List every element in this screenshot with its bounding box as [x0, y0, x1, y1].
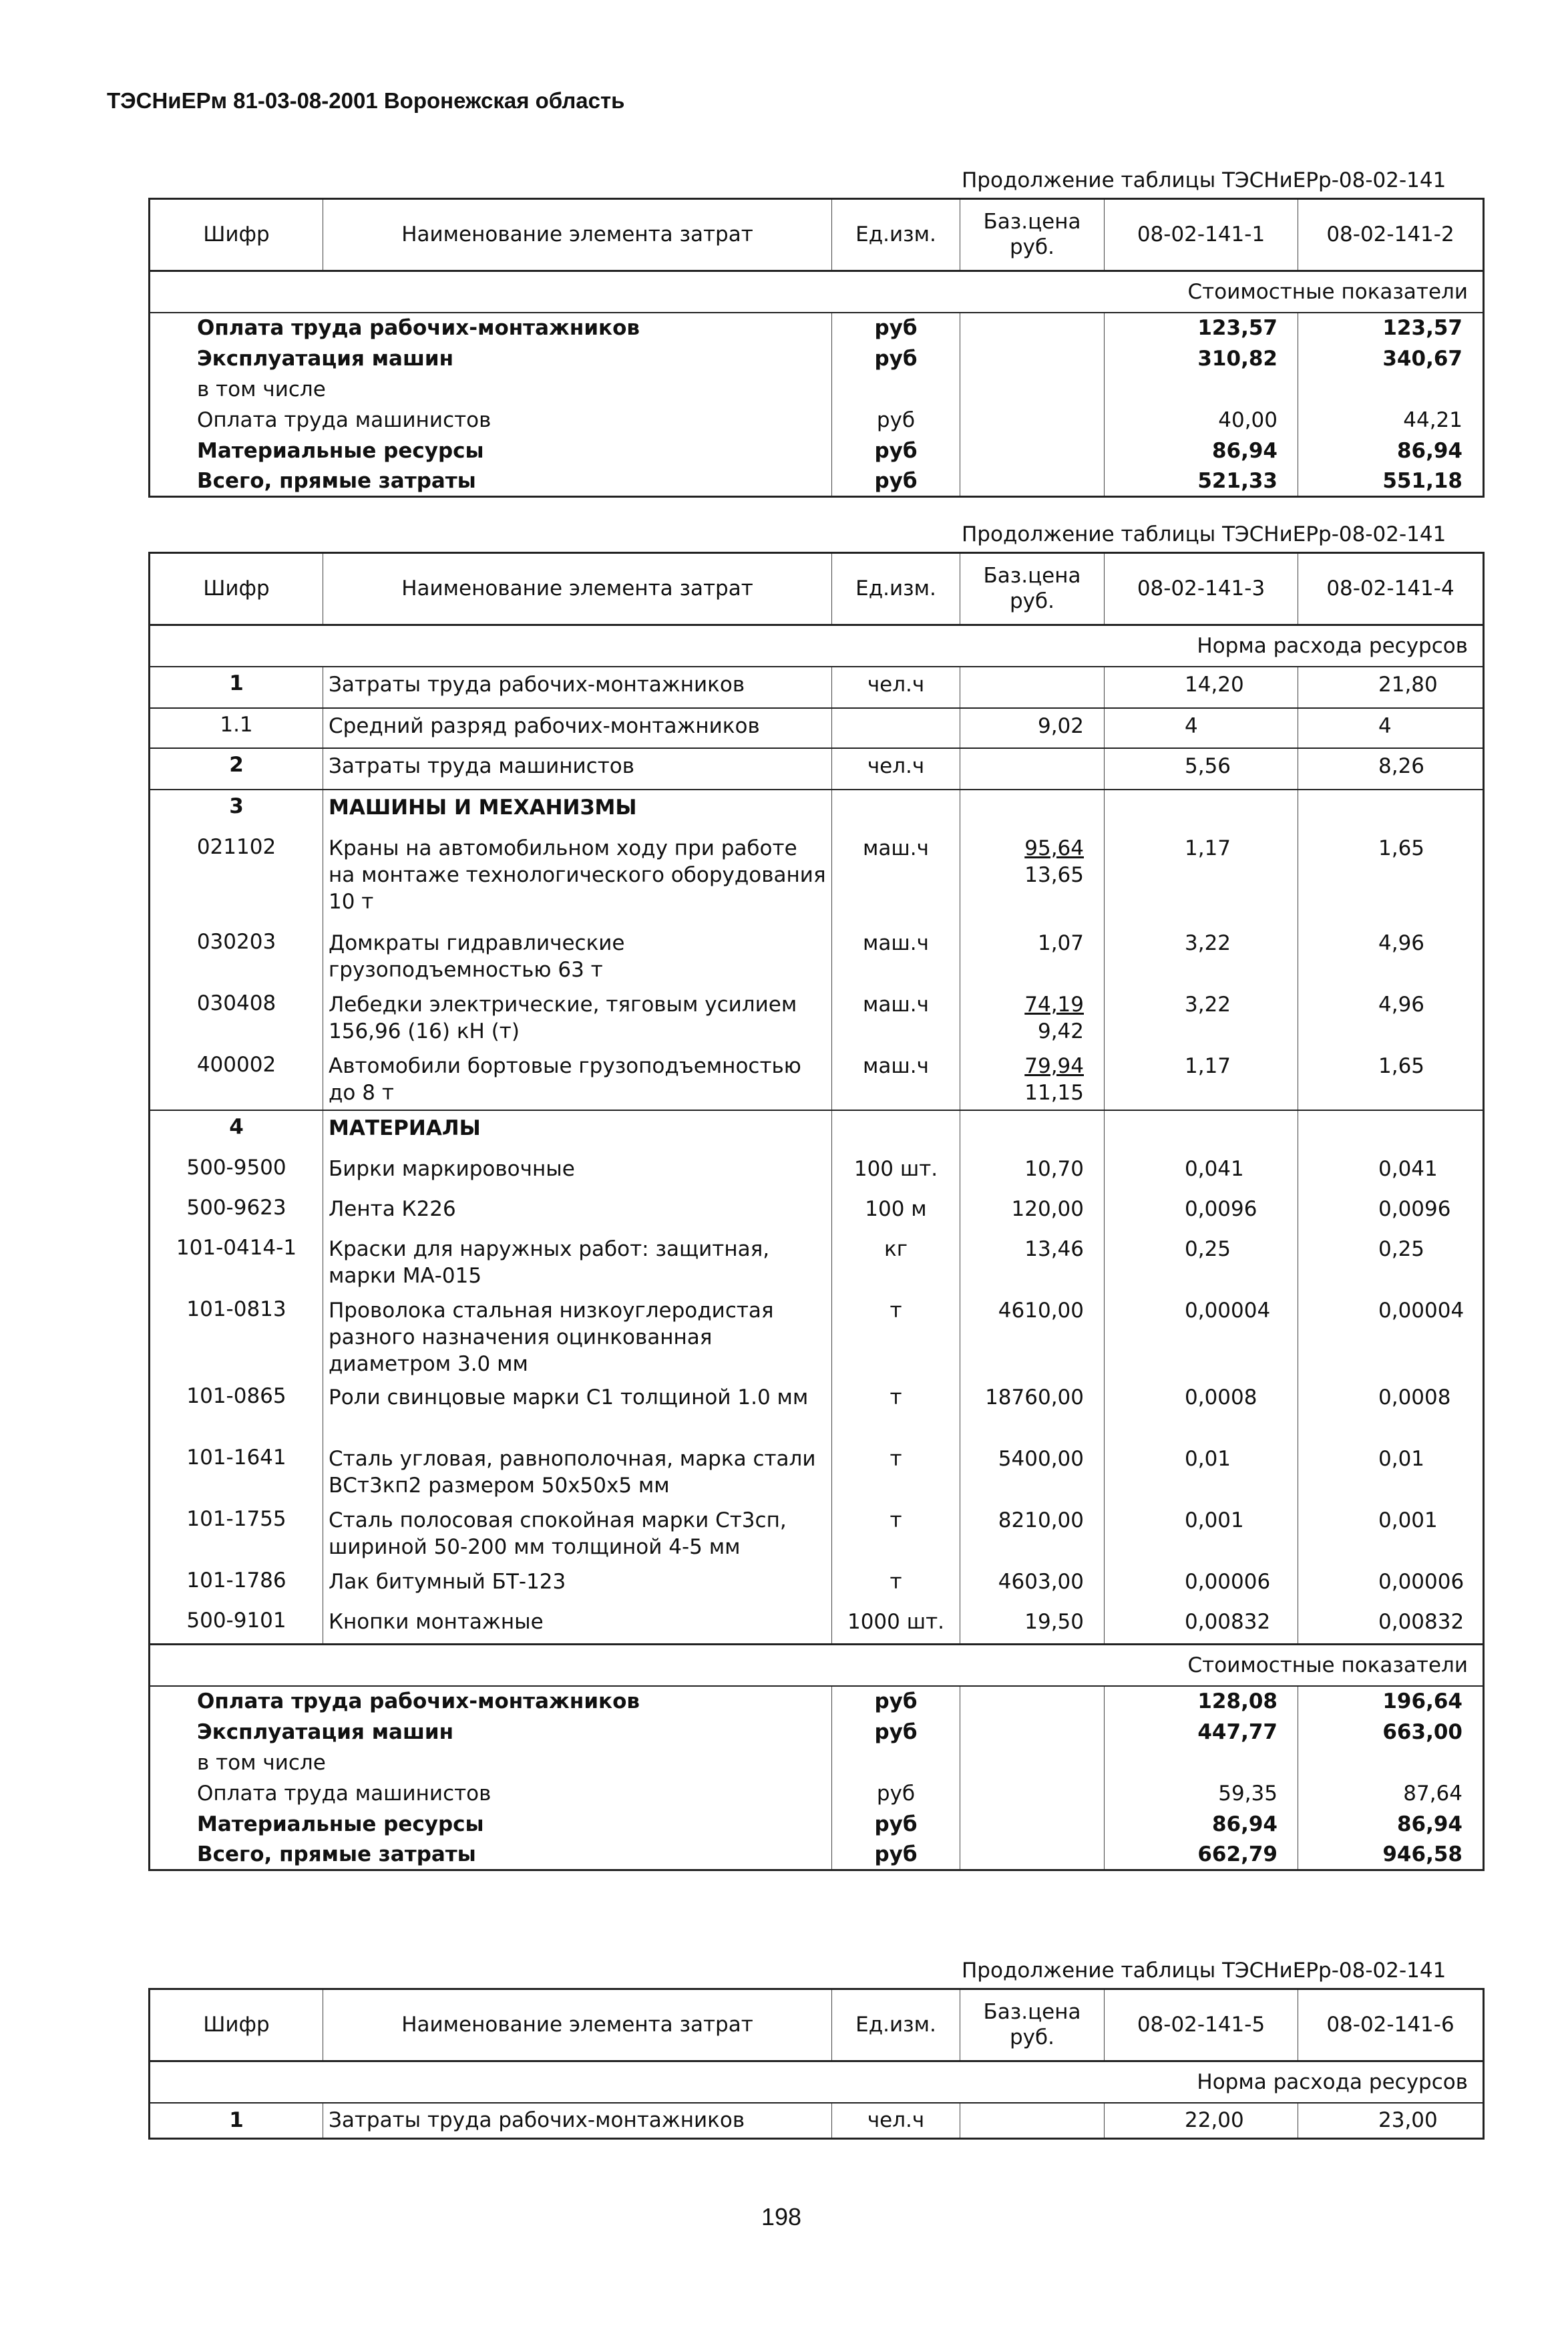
- norm-value-b: 0,0096: [1298, 1192, 1484, 1232]
- cost-row: [150, 1686, 1484, 1717]
- resource-name: Лента К226: [323, 1192, 832, 1232]
- norm-value-a: 14,20: [1105, 667, 1298, 708]
- resource-price: [960, 1152, 1105, 1192]
- cost-value-a: 128,08: [1105, 1686, 1298, 1717]
- base-price: 4610,00: [998, 1298, 1084, 1323]
- cost-value-a: 447,77: [1105, 1717, 1298, 1747]
- resource-name: Автомобили бортовые грузоподъемностью до 8 т: [323, 1049, 832, 1110]
- resource-code: 400002: [150, 1049, 323, 1110]
- cost-item-name: в том числе: [150, 374, 832, 405]
- resource-price: [960, 667, 1105, 708]
- table-continuation-caption: Продолжение таблицы ТЭСНиЕРр-08-02-141: [962, 168, 1446, 192]
- cost-value-b: 663,00: [1298, 1717, 1484, 1747]
- resource-name: Сталь полосовая спокойная марки Ст3сп, шириной 50-200 мм толщиной 4-5 мм: [323, 1503, 832, 1564]
- norm-value-a: 0,00006: [1105, 1564, 1298, 1605]
- operator-wage-price: 9,42: [1037, 1019, 1084, 1043]
- cost-item-name: Оплата труда машинистов: [150, 1778, 832, 1809]
- cost-item-unit: руб: [832, 343, 960, 374]
- cost-value-b: 946,58: [1298, 1840, 1484, 1870]
- resource-price: [960, 831, 1105, 926]
- base-price: 1,07: [1037, 931, 1084, 955]
- cost-row: [150, 405, 1484, 436]
- resource-price: [960, 748, 1105, 790]
- cost-item-price: [960, 343, 1105, 374]
- resource-name: Бирки маркировочные: [323, 1152, 832, 1192]
- cost-item-price: [960, 1809, 1105, 1840]
- cost-item-unit: руб: [832, 1778, 960, 1809]
- resource-name: Сталь угловая, равнополочная, марка стали ВСт3кп2 размером 50x50x5 мм: [323, 1442, 832, 1503]
- resource-unit: маш.ч: [832, 831, 960, 926]
- resource-row: [150, 1605, 1484, 1645]
- cost-item-price: [960, 1686, 1105, 1717]
- norm-value-a: 0,0096: [1105, 1192, 1298, 1232]
- resource-name: Кнопки монтажные: [323, 1605, 832, 1645]
- base-price: 79,94: [1024, 1053, 1084, 1078]
- resource-price: [960, 2103, 1105, 2139]
- resource-code: 101-1786: [150, 1564, 323, 1605]
- resource-row: [150, 1152, 1484, 1192]
- cost-row: [150, 313, 1484, 343]
- resource-unit: чел.ч: [832, 667, 960, 708]
- cost-item-price: [960, 374, 1105, 405]
- norm-value-b: 0,041: [1298, 1152, 1484, 1192]
- column-header-b: 08-02-141-4: [1298, 553, 1484, 625]
- resource-code: 101-0865: [150, 1380, 323, 1442]
- base-price: 74,19: [1024, 992, 1084, 1017]
- column-header-unit: Ед.изм.: [832, 199, 960, 271]
- column-header-b: 08-02-141-6: [1298, 1989, 1484, 2061]
- cost-item-name: Всего, прямые затраты: [150, 466, 832, 497]
- cost-item-unit: руб: [832, 405, 960, 436]
- resource-unit: маш.ч: [832, 1049, 960, 1110]
- cost-value-a: 86,94: [1105, 1809, 1298, 1840]
- cost-item-name: Оплата труда рабочих-монтажников: [150, 313, 832, 343]
- section-label: Стоимостные показатели: [1105, 271, 1484, 313]
- norm-value-b: 0,00832: [1298, 1605, 1484, 1645]
- resource-name: МАТЕРИАЛЫ: [323, 1110, 832, 1152]
- cost-item-price: [960, 313, 1105, 343]
- resource-code: 021102: [150, 831, 323, 926]
- resource-price: [960, 1192, 1105, 1232]
- cost-row: [150, 1747, 1484, 1778]
- norm-value-b: 4,96: [1298, 926, 1484, 987]
- column-header-unit: Ед.изм.: [832, 553, 960, 625]
- resource-code: 030408: [150, 987, 323, 1049]
- resource-unit: 1000 шт.: [832, 1605, 960, 1645]
- cost-value-b: 87,64: [1298, 1778, 1484, 1809]
- norm-value-a: 4: [1105, 708, 1298, 748]
- resource-row: [150, 708, 1484, 748]
- cost-value-a: 123,57: [1105, 313, 1298, 343]
- resource-unit: т: [832, 1564, 960, 1605]
- cost-row: [150, 466, 1484, 497]
- cost-value-a: [1105, 1747, 1298, 1778]
- cost-row: [150, 374, 1484, 405]
- column-header-code: Шифр: [150, 1989, 323, 2061]
- resource-unit: [832, 708, 960, 748]
- resource-code: 2: [150, 748, 323, 790]
- resource-row: [150, 1293, 1484, 1380]
- column-header-a: 08-02-141-3: [1105, 553, 1298, 625]
- cost-value-a: 40,00: [1105, 405, 1298, 436]
- cost-value-b: [1298, 374, 1484, 405]
- column-header-b: 08-02-141-2: [1298, 199, 1484, 271]
- norm-value-b: 23,00: [1298, 2103, 1484, 2139]
- resource-row: [150, 1110, 1484, 1152]
- base-price: 5400,00: [998, 1446, 1084, 1471]
- cost-item-unit: [832, 1747, 960, 1778]
- cost-item-unit: [832, 374, 960, 405]
- resource-table-3: [148, 1988, 1485, 2140]
- resource-name: Краны на автомобильном ходу при работе на монтаже технологического оборудования 10 т: [323, 831, 832, 926]
- resource-row: [150, 926, 1484, 987]
- column-header-code: Шифр: [150, 553, 323, 625]
- cost-row: [150, 343, 1484, 374]
- resource-row: [150, 1442, 1484, 1503]
- resource-unit: 100 м: [832, 1192, 960, 1232]
- resource-unit: т: [832, 1380, 960, 1442]
- resource-price: [960, 1232, 1105, 1293]
- resource-price: [960, 987, 1105, 1049]
- resource-unit: т: [832, 1293, 960, 1380]
- resource-row: [150, 831, 1484, 926]
- resource-unit: чел.ч: [832, 748, 960, 790]
- cost-item-name: в том числе: [150, 1747, 832, 1778]
- table-continuation-caption: Продолжение таблицы ТЭСНиЕРр-08-02-141: [962, 1959, 1446, 1983]
- cost-value-a: [1105, 374, 1298, 405]
- cost-value-b: 551,18: [1298, 466, 1484, 497]
- resource-unit: маш.ч: [832, 987, 960, 1049]
- norm-value-b: [1298, 1110, 1484, 1152]
- resource-row: [150, 748, 1484, 790]
- cost-item-unit: руб: [832, 313, 960, 343]
- resource-price: [960, 790, 1105, 831]
- resource-price: [960, 1049, 1105, 1110]
- resource-name: Затраты труда рабочих-монтажников: [323, 667, 832, 708]
- base-price: 95,64: [1024, 836, 1084, 860]
- norm-value-a: [1105, 1110, 1298, 1152]
- resource-price: [960, 1564, 1105, 1605]
- resource-name: Затраты труда рабочих-монтажников: [323, 2103, 832, 2139]
- norm-value-a: 3,22: [1105, 987, 1298, 1049]
- resource-unit: т: [832, 1442, 960, 1503]
- resource-price: [960, 708, 1105, 748]
- resource-code: 500-9500: [150, 1152, 323, 1192]
- resource-code: 1: [150, 667, 323, 708]
- column-header-name: Наименование элемента затрат: [323, 1989, 832, 2061]
- norm-value-a: 5,56: [1105, 748, 1298, 790]
- cost-row: [150, 436, 1484, 466]
- cost-item-price: [960, 1840, 1105, 1870]
- norm-value-b: 0,001: [1298, 1503, 1484, 1564]
- norm-value-a: 1,17: [1105, 831, 1298, 926]
- cost-item-unit: руб: [832, 466, 960, 497]
- resource-unit: 100 шт.: [832, 1152, 960, 1192]
- resource-name: Роли свинцовые марки С1 толщиной 1.0 мм: [323, 1380, 832, 1442]
- norm-value-b: 1,65: [1298, 1049, 1484, 1110]
- resource-price: [960, 926, 1105, 987]
- base-price: 19,50: [1024, 1609, 1084, 1634]
- resource-code: 101-1641: [150, 1442, 323, 1503]
- norm-value-a: 0,001: [1105, 1503, 1298, 1564]
- cost-value-b: 196,64: [1298, 1686, 1484, 1717]
- cost-item-name: Эксплуатация машин: [150, 1717, 832, 1747]
- base-price: 9,02: [1037, 713, 1084, 738]
- cost-item-name: Всего, прямые затраты: [150, 1840, 832, 1870]
- column-header-price: Баз.цена руб.: [960, 199, 1105, 271]
- resource-row: [150, 667, 1484, 708]
- norm-value-a: 0,0008: [1105, 1380, 1298, 1442]
- cost-value-b: 86,94: [1298, 1809, 1484, 1840]
- norm-value-a: 1,17: [1105, 1049, 1298, 1110]
- column-header-a: 08-02-141-5: [1105, 1989, 1298, 2061]
- resource-unit: [832, 790, 960, 831]
- resource-code: 101-0813: [150, 1293, 323, 1380]
- resource-row: [150, 1380, 1484, 1442]
- cost-item-name: Материальные ресурсы: [150, 436, 832, 466]
- resource-code: 500-9101: [150, 1605, 323, 1645]
- resource-name: МАШИНЫ И МЕХАНИЗМЫ: [323, 790, 832, 831]
- norm-value-b: 4: [1298, 708, 1484, 748]
- resource-unit: маш.ч: [832, 926, 960, 987]
- cost-value-a: 662,79: [1105, 1840, 1298, 1870]
- resource-name: Домкраты гидравлические грузоподъемностью 63 т: [323, 926, 832, 987]
- resource-price: [960, 1380, 1105, 1442]
- cost-item-price: [960, 1717, 1105, 1747]
- cost-item-price: [960, 1778, 1105, 1809]
- resource-unit: кг: [832, 1232, 960, 1293]
- cost-item-name: Эксплуатация машин: [150, 343, 832, 374]
- column-header-name: Наименование элемента затрат: [323, 199, 832, 271]
- resource-row: [150, 1503, 1484, 1564]
- norm-value-a: 0,041: [1105, 1152, 1298, 1192]
- norm-value-b: 0,00006: [1298, 1564, 1484, 1605]
- resource-name: Краски для наружных работ: защитная, марки МА-015: [323, 1232, 832, 1293]
- base-price: 18760,00: [985, 1385, 1084, 1409]
- section-label: Норма расхода ресурсов: [1105, 625, 1484, 667]
- norm-value-b: 4,96: [1298, 987, 1484, 1049]
- table-continuation-caption: Продолжение таблицы ТЭСНиЕРр-08-02-141: [962, 522, 1446, 546]
- resource-unit: [832, 1110, 960, 1152]
- resource-name: Затраты труда машинистов: [323, 748, 832, 790]
- document-header: ТЭСНиЕРм 81-03-08-2001 Воронежская область: [107, 88, 625, 113]
- norm-value-a: 0,00004: [1105, 1293, 1298, 1380]
- norm-value-b: 0,0008: [1298, 1380, 1484, 1442]
- resource-price: [960, 1293, 1105, 1380]
- resource-row: [150, 1564, 1484, 1605]
- norm-value-b: 21,80: [1298, 667, 1484, 708]
- cost-row: [150, 1717, 1484, 1747]
- cost-item-name: Материальные ресурсы: [150, 1809, 832, 1840]
- cost-value-b: 340,67: [1298, 343, 1484, 374]
- norm-value-a: 0,01: [1105, 1442, 1298, 1503]
- column-header-price: Баз.цена руб.: [960, 553, 1105, 625]
- cost-item-price: [960, 1747, 1105, 1778]
- resource-code: 1.1: [150, 708, 323, 748]
- base-price: 10,70: [1024, 1156, 1084, 1181]
- column-header-code: Шифр: [150, 199, 323, 271]
- cost-item-name: Оплата труда рабочих-монтажников: [150, 1686, 832, 1717]
- resource-price: [960, 1503, 1105, 1564]
- cost-row: [150, 1809, 1484, 1840]
- cost-value-b: 123,57: [1298, 313, 1484, 343]
- norm-value-a: 0,25: [1105, 1232, 1298, 1293]
- cost-row: [150, 1778, 1484, 1809]
- resource-row: [150, 790, 1484, 831]
- cost-item-unit: руб: [832, 1809, 960, 1840]
- cost-item-price: [960, 466, 1105, 497]
- resource-price: [960, 1605, 1105, 1645]
- section-label: Норма расхода ресурсов: [1105, 2061, 1484, 2103]
- column-header-price: Баз.цена руб.: [960, 1989, 1105, 2061]
- norm-value-a: [1105, 790, 1298, 831]
- resource-row: [150, 1232, 1484, 1293]
- norm-value-b: [1298, 790, 1484, 831]
- resource-table-2: [148, 552, 1485, 1871]
- cost-item-name: Оплата труда машинистов: [150, 405, 832, 436]
- base-price: 8210,00: [998, 1508, 1084, 1532]
- cost-item-unit: руб: [832, 436, 960, 466]
- resource-name: Проволока стальная низкоуглеродистая разного назначения оцинкованная диаметром 3.0 мм: [323, 1293, 832, 1380]
- cost-value-b: [1298, 1747, 1484, 1778]
- resource-row: [150, 1192, 1484, 1232]
- resource-code: 1: [150, 2103, 323, 2139]
- norm-value-b: 0,01: [1298, 1442, 1484, 1503]
- cost-item-unit: руб: [832, 1840, 960, 1870]
- resource-code: 030203: [150, 926, 323, 987]
- page-number: 198: [761, 2203, 802, 2230]
- cost-row: [150, 1840, 1484, 1870]
- cost-value-a: 521,33: [1105, 466, 1298, 497]
- section-label: Стоимостные показатели: [1105, 1645, 1484, 1686]
- resource-name: Лебедки электрические, тяговым усилием 156,96 (16) кН (т): [323, 987, 832, 1049]
- norm-value-b: 8,26: [1298, 748, 1484, 790]
- norm-value-a: 0,00832: [1105, 1605, 1298, 1645]
- norm-value-b: 1,65: [1298, 831, 1484, 926]
- cost-item-unit: руб: [832, 1717, 960, 1747]
- column-header-name: Наименование элемента затрат: [323, 553, 832, 625]
- resource-code: 500-9623: [150, 1192, 323, 1232]
- norm-value-a: 3,22: [1105, 926, 1298, 987]
- resource-row: [150, 987, 1484, 1049]
- resource-name: Средний разряд рабочих-монтажников: [323, 708, 832, 748]
- resource-price: [960, 1442, 1105, 1503]
- norm-value-b: 0,25: [1298, 1232, 1484, 1293]
- resource-code: 101-1755: [150, 1503, 323, 1564]
- cost-table-1: [148, 198, 1485, 498]
- resource-row: [150, 2103, 1484, 2139]
- base-price: 13,46: [1024, 1236, 1084, 1261]
- norm-value-b: 0,00004: [1298, 1293, 1484, 1380]
- cost-value-a: 86,94: [1105, 436, 1298, 466]
- operator-wage-price: 13,65: [1024, 862, 1084, 887]
- resource-code: 3: [150, 790, 323, 831]
- cost-value-a: 310,82: [1105, 343, 1298, 374]
- resource-name: Лак битумный БТ-123: [323, 1564, 832, 1605]
- cost-item-unit: руб: [832, 1686, 960, 1717]
- resource-unit: т: [832, 1503, 960, 1564]
- resource-code: 101-0414-1: [150, 1232, 323, 1293]
- cost-item-price: [960, 436, 1105, 466]
- resource-unit: чел.ч: [832, 2103, 960, 2139]
- cost-value-b: 86,94: [1298, 436, 1484, 466]
- resource-code: 4: [150, 1110, 323, 1152]
- base-price: 4603,00: [998, 1569, 1084, 1594]
- resource-price: [960, 1110, 1105, 1152]
- cost-item-price: [960, 405, 1105, 436]
- cost-value-b: 44,21: [1298, 405, 1484, 436]
- operator-wage-price: 11,15: [1024, 1080, 1084, 1105]
- column-header-a: 08-02-141-1: [1105, 199, 1298, 271]
- base-price: 120,00: [1011, 1196, 1084, 1221]
- cost-value-a: 59,35: [1105, 1778, 1298, 1809]
- resource-row: [150, 1049, 1484, 1110]
- norm-value-a: 22,00: [1105, 2103, 1298, 2139]
- column-header-unit: Ед.изм.: [832, 1989, 960, 2061]
